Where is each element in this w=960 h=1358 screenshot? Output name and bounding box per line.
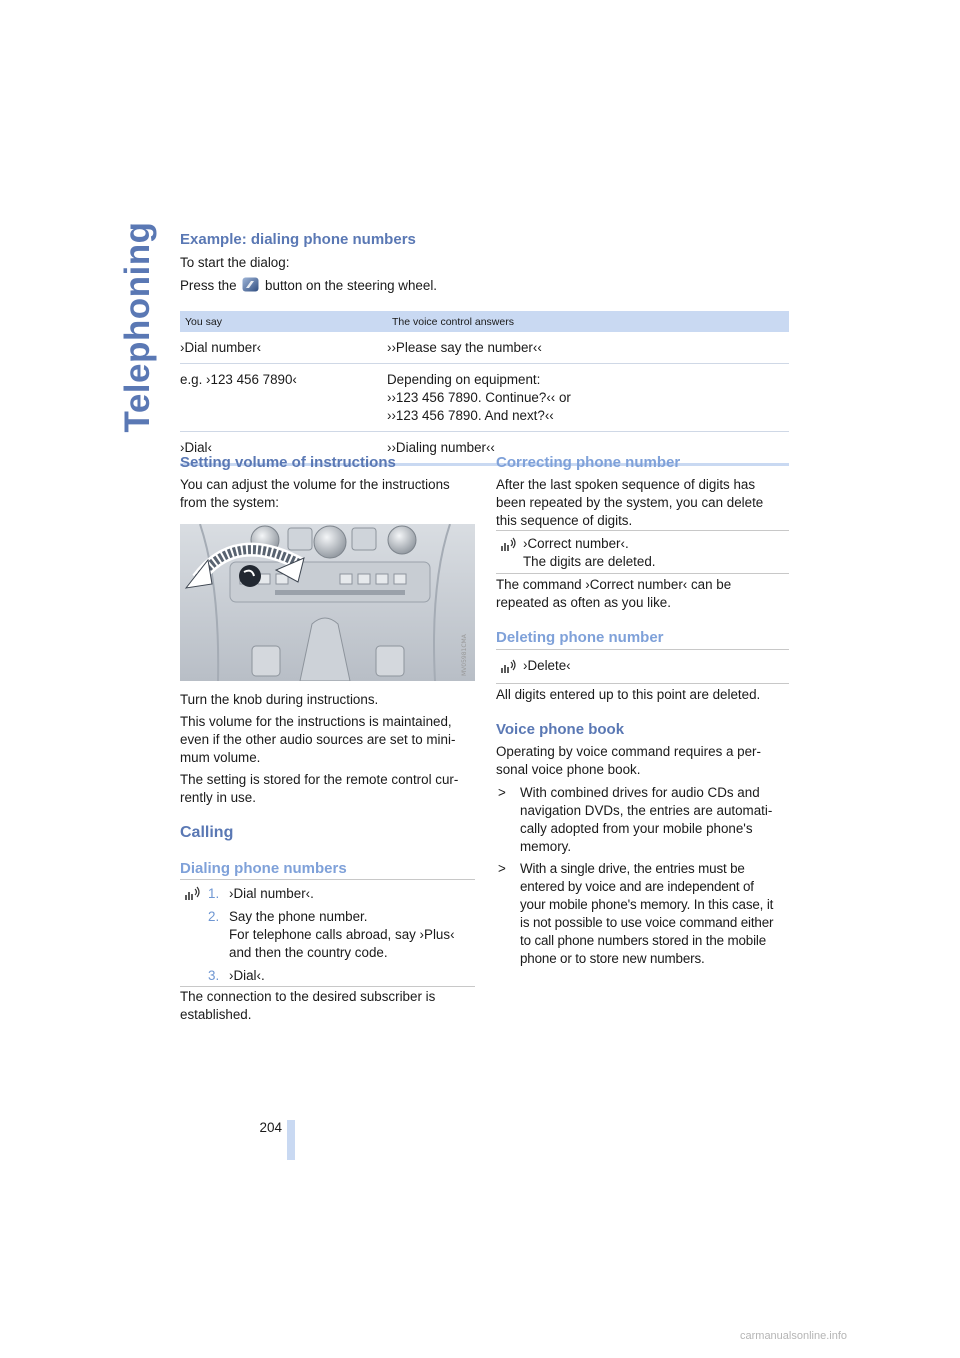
text-line: Operating by voice command requires a per- [496,744,761,759]
col-header-voice-answers: The voice control answers [387,311,789,332]
text-line: been repeated by the system, you can delete [496,495,764,510]
text-line: memory. [520,839,572,854]
text-line: ›Correct number‹. [523,536,629,551]
text-line: is not possible to use voice command either [520,915,774,930]
text-line: even if the other audio sources are set to mini- [180,732,456,747]
list-item [498,784,812,856]
step-text: For telephone calls abroad, say ›Plus‹ [229,927,455,942]
example-heading: Example: dialing phone numbers [180,231,416,248]
text-line: your mobile phone's memory. In this case, it [520,897,774,912]
text-line: After the last spoken sequence of digits has [496,477,756,492]
calling-result [180,988,435,1024]
text-line: The command ›Correct number‹ can be [496,577,732,592]
list-item [208,908,455,926]
answer-line: ››Dialing number‹‹ [387,440,495,455]
text-line: navigation DVDs, the entries are automati- [520,803,773,818]
table-cell-answer [387,332,789,364]
deleting-heading: Deleting phone number [496,629,664,646]
page-number-bar [287,1120,295,1160]
text-line: cally adopted from your mobile phone's [520,821,753,836]
text-line: repeated as often as you like. [496,595,671,610]
voice-dialog-table [180,311,789,466]
table-cell-say: e.g. ›123 456 7890‹ [180,364,387,432]
list-item [498,860,812,968]
volume-intro [180,476,450,512]
table-header-row [180,311,789,332]
table-cell-say: ›Dial number‹ [180,332,387,364]
correcting-after [496,576,731,612]
volume-p2 [180,713,455,767]
volume-p1: Turn the knob during instructions. [180,692,379,707]
answer-line: ››Please say the number‹‹ [387,340,542,355]
delete-command-text: ›Delete‹ [523,658,571,673]
text-line: With combined drives for audio CDs and [520,785,760,800]
table-row [180,364,789,432]
phonebook-heading: Voice phone book [496,721,625,738]
answer-line: ››123 456 7890. Continue?‹‹ or [387,390,571,405]
text-line: The digits are deleted. [523,554,656,569]
step-text: ›Dial‹. [229,968,265,983]
list-item [208,885,455,903]
bullet-marker: > [498,861,506,876]
phonebook-intro [496,743,761,779]
step-text: ›Dial number‹. [229,886,314,901]
col-header-you-say: You say [180,311,387,332]
calling-heading: Calling [180,824,234,841]
step-text: and then the country code. [229,945,388,960]
step-text: Say the phone number. [229,909,368,924]
voice-command-icon [184,886,202,902]
text-line: mum volume. [180,750,261,765]
dialing-steps [208,885,455,985]
correcting-intro [496,476,763,530]
chapter-title-text: Telephoning [118,221,157,433]
example-intro: To start the dialog: [180,255,290,270]
table-cell-say: ›Dial‹ [180,432,387,465]
step-number: 2. [208,909,220,924]
figure-code: MV05981CMA [461,634,468,676]
press-after-text: button on the steering wheel. [265,278,438,293]
page-number: 204 [259,1120,282,1135]
text-line: this sequence of digits. [496,513,633,528]
chapter-title [118,221,158,433]
step-number: 3. [208,968,220,983]
text-line: You can adjust the volume for the instructions [180,477,450,492]
step-number: 1. [208,886,220,901]
voice-command-icon [500,659,518,675]
correct-number-text [523,535,656,571]
dialing-subheading: Dialing phone numbers [180,860,347,877]
dashboard-knob-illustration [180,524,475,681]
text-line: sonal voice phone book. [496,762,641,777]
text-line: entered by voice and are independent of [520,879,754,894]
text-line: from the system: [180,495,279,510]
text-line: The setting is stored for the remote control cur- [180,772,459,787]
correcting-heading: Correcting phone number [496,454,681,471]
text-line: With a single drive, the entries must be [520,861,745,876]
volume-heading: Setting volume of instructions [180,454,396,471]
table-row [180,332,789,364]
press-before-text: Press the [180,278,237,293]
steering-wheel-voice-button-icon [242,277,259,292]
text-line: rently in use. [180,790,256,805]
correct-number-box [496,530,789,574]
text-line: The connection to the desired subscriber is [180,989,436,1004]
text-line: established. [180,1007,252,1022]
table-cell-answer [387,364,789,432]
answer-line: Depending on equipment: [387,372,541,387]
volume-p3 [180,771,458,807]
delete-box [496,649,789,684]
text-line: phone or to store new numbers. [520,951,705,966]
answer-line: ››123 456 7890. And next?‹‹ [387,408,554,423]
bullet-marker: > [498,785,506,800]
deleting-after: All digits entered up to this point are deleted. [496,687,761,702]
watermark: carmanualsonline.info [740,1330,848,1342]
list-item [208,967,455,985]
example-press-line [180,277,437,295]
text-line: to call phone numbers stored in the mobile [520,933,767,948]
text-line: This volume for the instructions is maintained, [180,714,452,729]
voice-command-box [180,879,475,987]
voice-command-icon [500,537,518,553]
